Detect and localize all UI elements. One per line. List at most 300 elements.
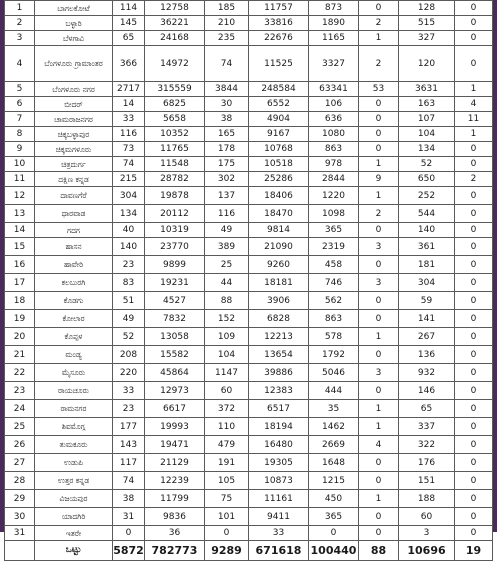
cell-c2: 20112: [145, 205, 205, 223]
cell-c6: 2: [359, 16, 399, 31]
cell-c3: 235: [205, 31, 249, 46]
table-row: [5, 223, 493, 238]
cell-c3: 1147: [205, 364, 249, 382]
cell-c4: 16480: [249, 436, 309, 454]
cell-c7: 267: [399, 328, 455, 346]
cell-c5: 863: [309, 310, 359, 328]
table-row: [5, 82, 493, 97]
row-number: 29: [5, 490, 35, 508]
cell-c1: 366: [113, 46, 145, 82]
table-row: [5, 127, 493, 142]
cell-c6: 3: [359, 274, 399, 292]
cell-c8: 0: [455, 157, 493, 172]
cell-c6: 1: [359, 328, 399, 346]
cell-c7: 141: [399, 310, 455, 328]
cell-c5: 1080: [309, 127, 359, 142]
cell-c1: 114: [113, 1, 145, 16]
cell-c3: 116: [205, 205, 249, 223]
cell-c6: 2: [359, 205, 399, 223]
cell-c5: 1215: [309, 472, 359, 490]
cell-c7: 59: [399, 292, 455, 310]
total-row: [5, 541, 493, 561]
district-name: ಧಾರವಾಡ: [35, 205, 113, 223]
cell-c8: 0: [455, 187, 493, 205]
cell-c5: 1890: [309, 16, 359, 31]
district-name: ಚಾಮರಾಜನಗರ: [35, 112, 113, 127]
cell-c5: 873: [309, 1, 359, 16]
cell-c5: 35: [309, 400, 359, 418]
total-c4: 671618: [249, 541, 309, 561]
cell-c8: 0: [455, 490, 493, 508]
cell-c5: 2669: [309, 436, 359, 454]
table-row: [5, 364, 493, 382]
cell-c1: 23: [113, 400, 145, 418]
district-name: ಕೋಲಾರ: [35, 310, 113, 328]
cell-c4: 10518: [249, 157, 309, 172]
total-c2: 782773: [145, 541, 205, 561]
cell-c2: 19231: [145, 274, 205, 292]
cell-c1: 83: [113, 274, 145, 292]
cell-c1: 2717: [113, 82, 145, 97]
row-number: 9: [5, 142, 35, 157]
row-number: 1: [5, 1, 35, 16]
cell-c7: 176: [399, 454, 455, 472]
cell-c3: 165: [205, 127, 249, 142]
district-name: ವಿಜಯಪುರ: [35, 490, 113, 508]
cell-c4: 11161: [249, 490, 309, 508]
cell-c2: 10319: [145, 223, 205, 238]
table-row: [5, 490, 493, 508]
row-number: 19: [5, 310, 35, 328]
cell-c4: 33: [249, 526, 309, 541]
cell-c4: 11757: [249, 1, 309, 16]
row-number: 15: [5, 238, 35, 256]
cell-c2: 13058: [145, 328, 205, 346]
cell-c4: 12213: [249, 328, 309, 346]
district-name: ಕಲಬುರಗಿ: [35, 274, 113, 292]
cell-c4: 6828: [249, 310, 309, 328]
cell-c3: 74: [205, 46, 249, 82]
cell-c7: 146: [399, 382, 455, 400]
cell-c5: 1220: [309, 187, 359, 205]
cell-c5: 1098: [309, 205, 359, 223]
district-name: ಬಳ್ಳಾರಿ: [35, 16, 113, 31]
cell-c7: 151: [399, 472, 455, 490]
cell-c6: 1: [359, 400, 399, 418]
cell-c6: 4: [359, 436, 399, 454]
district-name: ದಕ್ಷಿಣ ಕನ್ನಡ: [35, 172, 113, 187]
row-number: 21: [5, 346, 35, 364]
cell-c2: 10352: [145, 127, 205, 142]
cell-c3: 44: [205, 274, 249, 292]
row-number: 5: [5, 82, 35, 97]
cell-c2: 6617: [145, 400, 205, 418]
district-name: ಯಾದಗಿರಿ: [35, 508, 113, 526]
cell-c6: 1: [359, 31, 399, 46]
cell-c2: 5658: [145, 112, 205, 127]
cell-c2: 19878: [145, 187, 205, 205]
cell-c1: 143: [113, 436, 145, 454]
district-name: ಚಿತ್ರದುರ್ಗ: [35, 157, 113, 172]
cell-c4: 248584: [249, 82, 309, 97]
table-row: [5, 16, 493, 31]
cell-c4: 10873: [249, 472, 309, 490]
cell-c3: 178: [205, 142, 249, 157]
cell-c7: 104: [399, 127, 455, 142]
cell-c6: 2: [359, 46, 399, 82]
cell-c7: 134: [399, 142, 455, 157]
cell-c7: 252: [399, 187, 455, 205]
cell-c5: 746: [309, 274, 359, 292]
cell-c2: 19993: [145, 418, 205, 436]
cell-c7: 163: [399, 97, 455, 112]
row-number: 10: [5, 157, 35, 172]
table-row: [5, 292, 493, 310]
cell-c2: 36: [145, 526, 205, 541]
cell-c1: 140: [113, 238, 145, 256]
total-c5: 100440: [309, 541, 359, 561]
cell-c2: 23770: [145, 238, 205, 256]
district-name: ರಾಯಚೂರು: [35, 382, 113, 400]
table-row: [5, 187, 493, 205]
cell-c7: 515: [399, 16, 455, 31]
table-row: [5, 418, 493, 436]
cell-c2: 315559: [145, 82, 205, 97]
cell-c7: 337: [399, 418, 455, 436]
district-name: ಬೆಂಗಳೂರು ಗ್ರಾಮಾಂತರ: [35, 46, 113, 82]
cell-c2: 14972: [145, 46, 205, 82]
row-number: 4: [5, 46, 35, 82]
row-number: 23: [5, 382, 35, 400]
table-row: [5, 97, 493, 112]
cell-c7: 136: [399, 346, 455, 364]
cell-c2: 7832: [145, 310, 205, 328]
row-number: 7: [5, 112, 35, 127]
cell-c1: 38: [113, 490, 145, 508]
cell-c2: 36221: [145, 16, 205, 31]
cell-c1: 40: [113, 223, 145, 238]
cell-c3: 137: [205, 187, 249, 205]
cell-c7: 188: [399, 490, 455, 508]
cell-c5: 578: [309, 328, 359, 346]
cell-c7: 650: [399, 172, 455, 187]
cell-c8: 0: [455, 472, 493, 490]
table-row: [5, 454, 493, 472]
cell-c3: 191: [205, 454, 249, 472]
cell-c7: 140: [399, 223, 455, 238]
cell-c8: 0: [455, 310, 493, 328]
cell-c3: 479: [205, 436, 249, 454]
cell-c8: 0: [455, 382, 493, 400]
cell-c4: 22676: [249, 31, 309, 46]
cell-c5: 458: [309, 256, 359, 274]
cell-c2: 4527: [145, 292, 205, 310]
cell-c5: 1462: [309, 418, 359, 436]
table-row: [5, 472, 493, 490]
cell-c7: 120: [399, 46, 455, 82]
cell-c4: 33816: [249, 16, 309, 31]
cell-c8: 0: [455, 508, 493, 526]
table-row: [5, 310, 493, 328]
total-label: ಒಟ್ಟು: [35, 541, 113, 561]
district-name: ಕೊಪ್ಪಳ: [35, 328, 113, 346]
cell-c6: 1: [359, 187, 399, 205]
cell-c2: 11799: [145, 490, 205, 508]
cell-c6: 3: [359, 238, 399, 256]
cell-c8: 0: [455, 454, 493, 472]
table-row: [5, 274, 493, 292]
cell-c4: 39886: [249, 364, 309, 382]
cell-c7: 65: [399, 400, 455, 418]
cell-c4: 12383: [249, 382, 309, 400]
cell-c3: 185: [205, 1, 249, 16]
cell-c6: 1: [359, 157, 399, 172]
cell-c6: 0: [359, 454, 399, 472]
row-number: 17: [5, 274, 35, 292]
cell-c5: 1165: [309, 31, 359, 46]
table-body: [5, 1, 493, 561]
table-row: [5, 400, 493, 418]
table-row: [5, 31, 493, 46]
table-row: [5, 526, 493, 541]
cell-c3: 38: [205, 112, 249, 127]
cell-c8: 0: [455, 292, 493, 310]
cell-c3: 389: [205, 238, 249, 256]
cell-c4: 18406: [249, 187, 309, 205]
cell-c8: 0: [455, 274, 493, 292]
cell-c6: 0: [359, 1, 399, 16]
cell-c3: 104: [205, 346, 249, 364]
cell-c7: 3631: [399, 82, 455, 97]
cell-c8: 1: [455, 82, 493, 97]
cell-c2: 21129: [145, 454, 205, 472]
cell-c1: 145: [113, 16, 145, 31]
cell-c1: 134: [113, 205, 145, 223]
district-name: ಚಿಕ್ಕಬಳ್ಳಾಪುರ: [35, 127, 113, 142]
cell-c5: 444: [309, 382, 359, 400]
cell-c6: 0: [359, 223, 399, 238]
table-row: [5, 142, 493, 157]
row-number: 6: [5, 97, 35, 112]
table-row: [5, 1, 493, 16]
table-row: [5, 436, 493, 454]
cell-c3: 105: [205, 472, 249, 490]
cell-c5: 562: [309, 292, 359, 310]
row-number: 16: [5, 256, 35, 274]
cell-c2: 11765: [145, 142, 205, 157]
cell-c4: 4904: [249, 112, 309, 127]
table-row: [5, 205, 493, 223]
district-name: ಉಡುಪಿ: [35, 454, 113, 472]
cell-c4: 10768: [249, 142, 309, 157]
cell-c5: 1792: [309, 346, 359, 364]
row-number: 24: [5, 400, 35, 418]
cell-c6: 0: [359, 292, 399, 310]
cell-c4: 25286: [249, 172, 309, 187]
cell-c7: 107: [399, 112, 455, 127]
cell-c3: 110: [205, 418, 249, 436]
cell-c4: 6552: [249, 97, 309, 112]
cell-c8: 0: [455, 436, 493, 454]
cell-c3: 101: [205, 508, 249, 526]
cell-c5: 2844: [309, 172, 359, 187]
cell-c6: 0: [359, 142, 399, 157]
cell-c1: 52: [113, 328, 145, 346]
total-c7: 10696: [399, 541, 455, 561]
row-number: 14: [5, 223, 35, 238]
district-name: ಗದಗ: [35, 223, 113, 238]
row-number: 30: [5, 508, 35, 526]
cell-c8: 0: [455, 142, 493, 157]
table-row: [5, 46, 493, 82]
cell-c8: 4: [455, 97, 493, 112]
row-number: 27: [5, 454, 35, 472]
district-name: ಬೆಳಗಾವಿ: [35, 31, 113, 46]
cell-c4: 9167: [249, 127, 309, 142]
cell-c6: 0: [359, 127, 399, 142]
cell-c8: 0: [455, 16, 493, 31]
cell-c2: 12758: [145, 1, 205, 16]
row-number: 2: [5, 16, 35, 31]
district-name: ಬೆಂಗಳೂರು ನಗರ: [35, 82, 113, 97]
cell-c1: 23: [113, 256, 145, 274]
district-name: ತುಮಕೂರು: [35, 436, 113, 454]
cell-c5: 106: [309, 97, 359, 112]
cell-c3: 88: [205, 292, 249, 310]
row-number: 20: [5, 328, 35, 346]
cell-c6: 3: [359, 364, 399, 382]
district-name: ಮಂಡ್ಯ: [35, 346, 113, 364]
cell-c4: 19305: [249, 454, 309, 472]
cell-c7: 322: [399, 436, 455, 454]
cell-c3: 0: [205, 526, 249, 541]
cell-c1: 14: [113, 97, 145, 112]
cell-c1: 0: [113, 526, 145, 541]
cell-c8: 0: [455, 256, 493, 274]
cell-c3: 109: [205, 328, 249, 346]
row-number: 8: [5, 127, 35, 142]
cell-c6: 0: [359, 472, 399, 490]
table-row: [5, 346, 493, 364]
cell-c5: 63341: [309, 82, 359, 97]
district-name: ದಾವಣಗೆರೆ: [35, 187, 113, 205]
cell-c3: 60: [205, 382, 249, 400]
table-row: [5, 508, 493, 526]
row-number: 13: [5, 205, 35, 223]
cell-c8: 0: [455, 1, 493, 16]
district-name: ಹಾಸನ: [35, 238, 113, 256]
cell-c6: 0: [359, 310, 399, 328]
table-row: [5, 328, 493, 346]
cell-c8: 11: [455, 112, 493, 127]
cell-c6: 53: [359, 82, 399, 97]
cell-c4: 3906: [249, 292, 309, 310]
district-name: ಇತರೇ: [35, 526, 113, 541]
table-row: [5, 256, 493, 274]
cell-c5: 3327: [309, 46, 359, 82]
cell-c8: 0: [455, 526, 493, 541]
cell-c5: 1648: [309, 454, 359, 472]
cell-c8: 0: [455, 238, 493, 256]
cell-c2: 6825: [145, 97, 205, 112]
cell-c7: 52: [399, 157, 455, 172]
cell-c5: 863: [309, 142, 359, 157]
cell-c7: 60: [399, 508, 455, 526]
cell-c1: 73: [113, 142, 145, 157]
cell-c8: 0: [455, 205, 493, 223]
cell-c5: 2319: [309, 238, 359, 256]
district-name: ಕೊಡಗು: [35, 292, 113, 310]
cell-c6: 0: [359, 112, 399, 127]
cell-c4: 21090: [249, 238, 309, 256]
cell-c2: 24168: [145, 31, 205, 46]
cell-c1: 116: [113, 127, 145, 142]
cell-c4: 13654: [249, 346, 309, 364]
cell-c5: 365: [309, 508, 359, 526]
cell-c7: 327: [399, 31, 455, 46]
district-name: ಉತ್ತರ ಕನ್ನಡ: [35, 472, 113, 490]
cell-c1: 117: [113, 454, 145, 472]
cell-c7: 361: [399, 238, 455, 256]
cell-c6: 0: [359, 382, 399, 400]
table-row: [5, 172, 493, 187]
cell-c7: 181: [399, 256, 455, 274]
total-c6: 88: [359, 541, 399, 561]
table-row: [5, 112, 493, 127]
district-name: ಮೈಸೂರು: [35, 364, 113, 382]
table-row: [5, 157, 493, 172]
cell-c8: 0: [455, 418, 493, 436]
row-number: 31: [5, 526, 35, 541]
total-c3: 9289: [205, 541, 249, 561]
district-name: ಬೀದರ್: [35, 97, 113, 112]
cell-c3: 3844: [205, 82, 249, 97]
cell-c8: 0: [455, 223, 493, 238]
cell-c6: 0: [359, 97, 399, 112]
cell-c1: 33: [113, 112, 145, 127]
cell-c7: 128: [399, 1, 455, 16]
cell-c1: 31: [113, 508, 145, 526]
cell-c8: 1: [455, 127, 493, 142]
cell-c1: 33: [113, 382, 145, 400]
cell-c3: 25: [205, 256, 249, 274]
cell-c4: 9260: [249, 256, 309, 274]
cell-c8: 0: [455, 31, 493, 46]
cell-c4: 6517: [249, 400, 309, 418]
cell-c5: 636: [309, 112, 359, 127]
cell-c2: 9836: [145, 508, 205, 526]
cell-c6: 0: [359, 508, 399, 526]
cell-c1: 220: [113, 364, 145, 382]
cell-c3: 372: [205, 400, 249, 418]
cell-c6: 0: [359, 346, 399, 364]
cell-c4: 9411: [249, 508, 309, 526]
district-name: ಚಿಕ್ಕಮಗಳೂರು: [35, 142, 113, 157]
cell-c1: 215: [113, 172, 145, 187]
cell-c8: 0: [455, 400, 493, 418]
cell-c2: 12239: [145, 472, 205, 490]
cell-c5: 5046: [309, 364, 359, 382]
cell-c2: 19471: [145, 436, 205, 454]
cell-c2: 9899: [145, 256, 205, 274]
cell-c3: 302: [205, 172, 249, 187]
cell-c4: 18470: [249, 205, 309, 223]
cell-c2: 15582: [145, 346, 205, 364]
row-number: 3: [5, 31, 35, 46]
cell-c1: 208: [113, 346, 145, 364]
cell-c6: 1: [359, 490, 399, 508]
cell-c3: 75: [205, 490, 249, 508]
